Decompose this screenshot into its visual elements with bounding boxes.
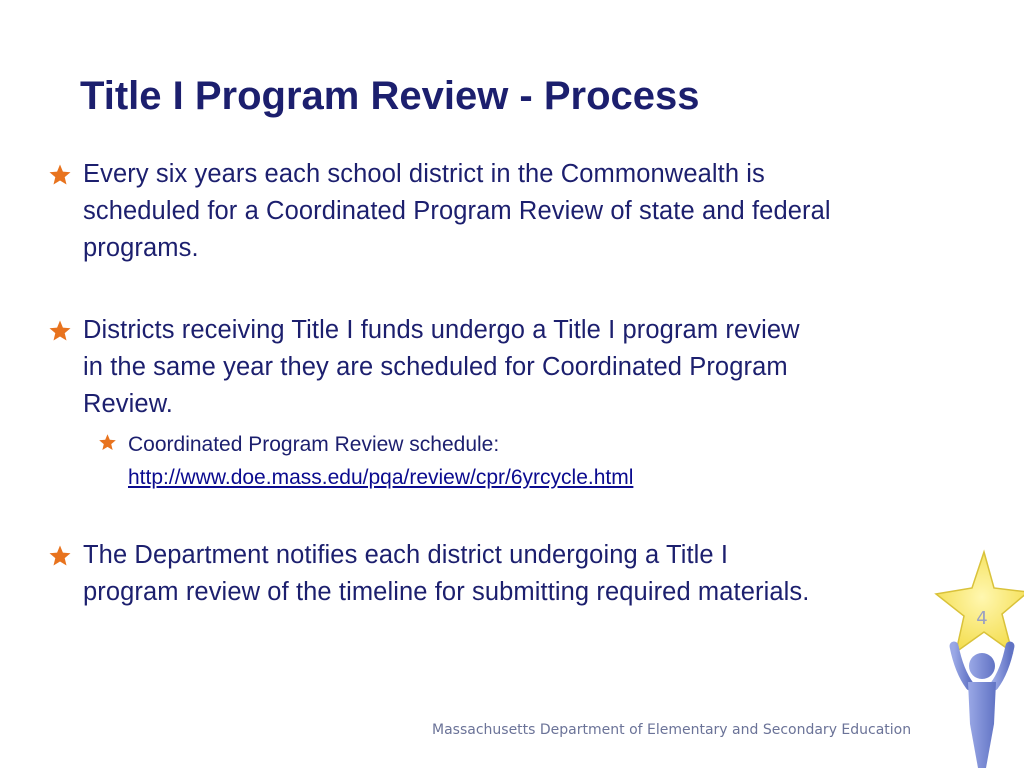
bullet-item <box>48 537 998 611</box>
text-line: The Department notifies each district undergoing a Title I <box>83 541 729 569</box>
bullet-item <box>48 312 998 423</box>
schedule-label: Coordinated Program Review schedule: <box>128 433 500 456</box>
star-person-icon <box>924 548 1024 768</box>
text-line: Review. <box>83 390 173 418</box>
star-icon <box>98 433 117 452</box>
bullet-item <box>48 156 998 267</box>
text-line: scheduled for a Coordinated Program Review of state and federal <box>83 197 831 225</box>
star-icon <box>48 163 72 187</box>
bullet-text <box>83 537 998 611</box>
text-line: Districts receiving Title I funds undergo a Title I program review <box>83 316 800 344</box>
slide-title: Title I Program Review - Process <box>80 74 700 118</box>
text-line: in the same year they are scheduled for Coordinated Program <box>83 353 788 381</box>
schedule-link[interactable]: http://www.doe.mass.edu/pqa/review/cpr/6yrcycle.html <box>128 466 634 489</box>
text-line: Every six years each school district in the Commonwealth is <box>83 160 765 188</box>
bullet-text <box>83 312 998 423</box>
sub-bullet-text <box>128 428 978 494</box>
sub-bullet-item <box>98 428 978 494</box>
footer-text: Massachusetts Department of Elementary and Secondary Education <box>432 722 912 738</box>
text-line: programs. <box>83 234 199 262</box>
star-icon <box>48 544 72 568</box>
page-number: 4 <box>976 608 988 629</box>
text-line: program review of the timeline for submitting required materials. <box>83 578 810 606</box>
bullet-text <box>83 156 998 267</box>
star-icon <box>48 319 72 343</box>
